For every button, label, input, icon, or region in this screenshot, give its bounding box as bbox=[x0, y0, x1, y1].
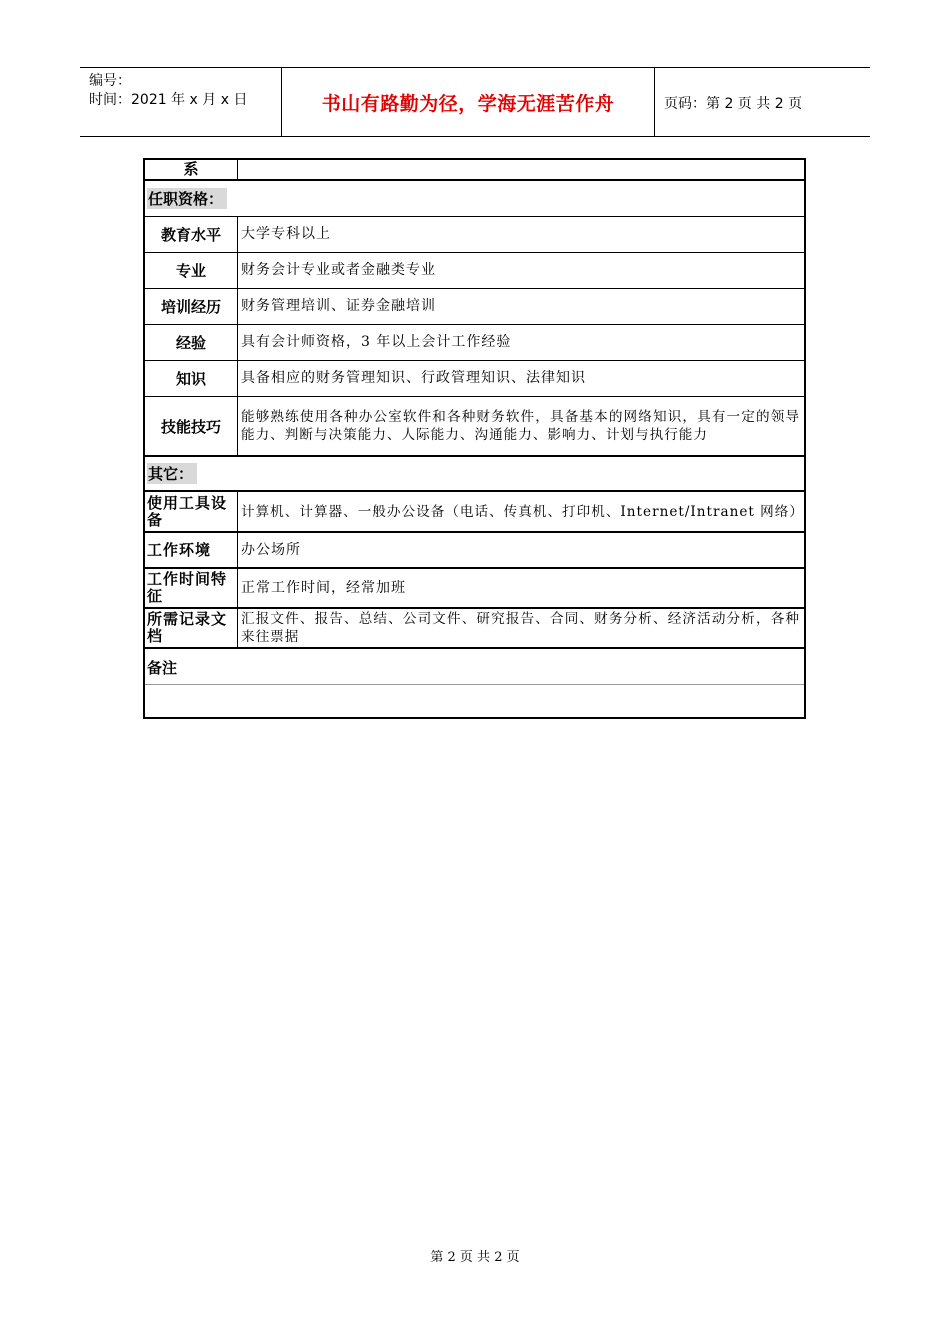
row-value: 财务管理培训、证券金融培训 bbox=[241, 298, 436, 314]
form-row-environment bbox=[145, 533, 804, 569]
form-row-experience bbox=[145, 325, 804, 361]
form-row-tools bbox=[145, 492, 804, 533]
section-title bbox=[147, 457, 197, 490]
row-value: 财务会计专业或者金融类专业 bbox=[241, 262, 436, 278]
page-footer: 第 2 页 共 2 页 bbox=[430, 1250, 520, 1265]
form-row-skills bbox=[145, 397, 804, 457]
section-remarks bbox=[145, 649, 804, 685]
form-row-major bbox=[145, 253, 804, 289]
job-description-form bbox=[143, 158, 806, 719]
header-divider bbox=[654, 68, 655, 136]
row-value: 具有会计师资格，3 年以上会计工作经验 bbox=[241, 334, 512, 350]
document-number: 编号： bbox=[89, 73, 131, 89]
row-label: 教育水平 bbox=[145, 217, 238, 252]
row-value: 具备相应的财务管理知识、行政管理知识、法律知识 bbox=[241, 370, 586, 386]
document-date: 时间：2021 年 x 月 x 日 bbox=[89, 92, 248, 108]
row-value: 正常工作时间，经常加班 bbox=[241, 579, 406, 596]
row-value: 计算机、计算器、一般办公设备（电话、传真机、打印机、Internet/Intranet 网络） bbox=[241, 503, 804, 520]
row-label: 系 bbox=[145, 160, 238, 179]
page-header bbox=[80, 67, 870, 137]
row-value: 大学专科以上 bbox=[241, 226, 331, 242]
form-row-top bbox=[145, 160, 804, 181]
row-value: 能够熟练使用各种办公室软件和各种财务软件，具备基本的网络知识，具有一定的领导能力、判断与决策能力、人际能力、沟通能力、影响力、计划与执行能力 bbox=[241, 409, 800, 443]
section-title-text: 其它： bbox=[147, 463, 197, 484]
header-meta bbox=[89, 72, 247, 110]
section-other bbox=[145, 457, 804, 492]
section-title-text: 任职资格： bbox=[147, 188, 227, 209]
section-title bbox=[147, 181, 227, 216]
section-title: 备注 bbox=[147, 659, 178, 677]
row-label: 专业 bbox=[145, 253, 238, 288]
form-row-training bbox=[145, 289, 804, 325]
row-label: 使用工具设备 bbox=[145, 492, 238, 531]
row-value: 汇报文件、报告、总结、公司文件、研究报告、合同、财务分析、经济活动分析，各种来往票据 bbox=[241, 611, 800, 645]
row-label: 工作环境 bbox=[145, 533, 238, 567]
row-value: 办公场所 bbox=[241, 541, 301, 558]
row-label: 知识 bbox=[145, 361, 238, 396]
row-label: 工作时间特征 bbox=[145, 569, 238, 607]
row-label: 经验 bbox=[145, 325, 238, 360]
header-page-number: 页码：第 2 页 共 2 页 bbox=[664, 96, 803, 112]
header-motto: 书山有路勤为径，学海无涯苦作舟 bbox=[321, 92, 615, 115]
row-label: 培训经历 bbox=[145, 289, 238, 324]
row-label: 技能技巧 bbox=[145, 397, 238, 455]
remarks-content bbox=[145, 685, 804, 719]
form-row-work-hours bbox=[145, 569, 804, 609]
row-label: 所需记录文档 bbox=[145, 609, 238, 647]
form-row-education bbox=[145, 217, 804, 253]
form-row-knowledge bbox=[145, 361, 804, 397]
row-value bbox=[241, 160, 800, 179]
section-qualifications bbox=[145, 181, 804, 217]
form-row-documents bbox=[145, 609, 804, 649]
